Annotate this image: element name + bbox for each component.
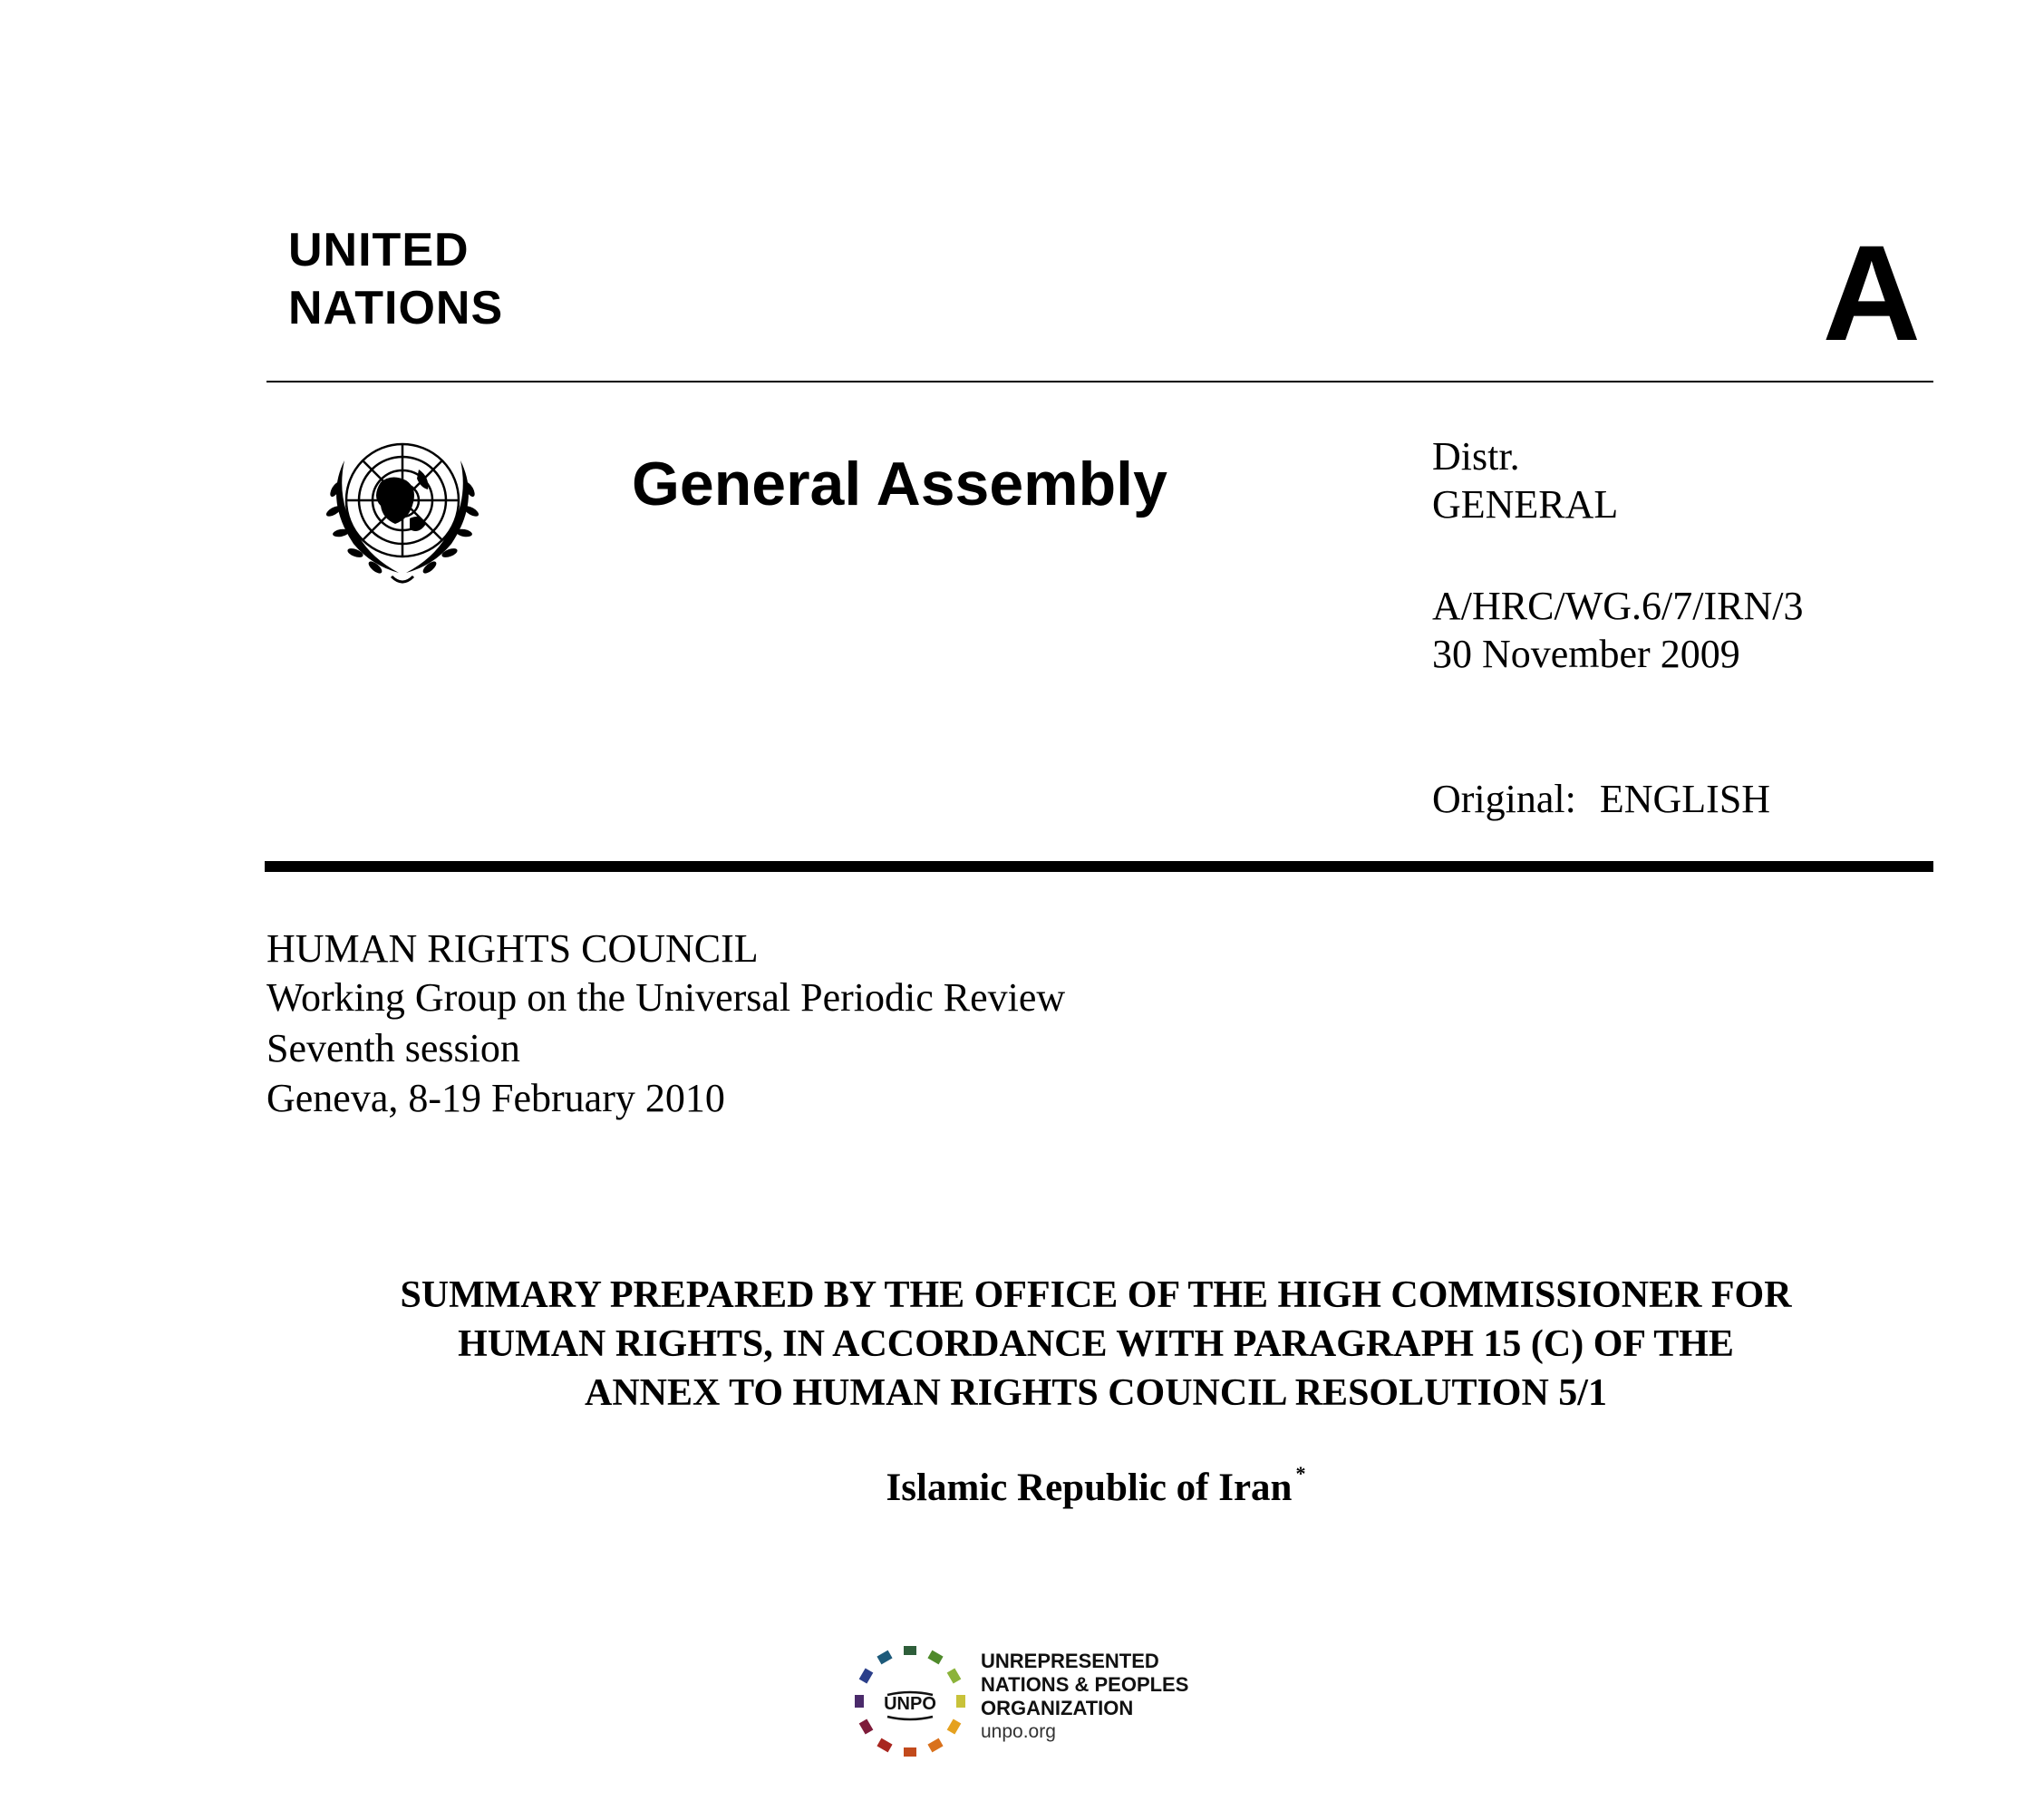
summary-title-line2: HUMAN RIGHTS, IN ACCORDANCE WITH PARAGRAPH 15 (C) OF THE bbox=[458, 1323, 1734, 1365]
country-heading bbox=[181, 1464, 2010, 1507]
org-name-line2: NATIONS bbox=[288, 282, 504, 334]
unpo-ring-segment bbox=[956, 1695, 965, 1708]
unpo-name-line1: UNREPRESENTED bbox=[981, 1650, 1159, 1672]
un-emblem-icon bbox=[308, 424, 497, 595]
header-rule-thick bbox=[265, 861, 1933, 872]
unpo-url-link[interactable]: unpo.org bbox=[981, 1721, 1056, 1742]
header-rule-thin bbox=[266, 381, 1933, 382]
unpo-ring-segment bbox=[947, 1718, 962, 1734]
organ-title: General Assembly bbox=[632, 450, 1167, 518]
document-symbol: A/HRC/WG.6/7/IRN/3 bbox=[1432, 584, 1804, 628]
unpo-ring-segment bbox=[877, 1738, 892, 1753]
doc-series-letter: A bbox=[1822, 217, 1921, 369]
session-location: Geneva, 8-19 February 2010 bbox=[266, 1076, 725, 1120]
org-name-line1: UNITED bbox=[288, 224, 470, 276]
council-name: HUMAN RIGHTS COUNCIL bbox=[266, 926, 759, 971]
unpo-name-line2: NATIONS & PEOPLES bbox=[981, 1673, 1189, 1696]
unpo-ring-segment bbox=[927, 1738, 943, 1753]
original-language bbox=[1432, 779, 1770, 819]
summary-title bbox=[181, 1271, 2010, 1418]
working-group: Working Group on the Universal Periodic Review bbox=[266, 975, 1066, 1020]
unpo-ring-segment bbox=[855, 1695, 864, 1708]
country-name: Islamic Republic of Iran bbox=[886, 1467, 1293, 1509]
unpo-ring-segment bbox=[947, 1668, 962, 1683]
unpo-badge-text: UNPO bbox=[884, 1694, 936, 1714]
unpo-ring-segment bbox=[904, 1646, 916, 1655]
document-date: 30 November 2009 bbox=[1432, 632, 1740, 676]
unpo-ring-segment bbox=[859, 1718, 874, 1734]
original-label: Original: bbox=[1432, 777, 1576, 821]
distr-label: Distr. bbox=[1432, 434, 1520, 479]
original-language-value: ENGLISH bbox=[1599, 777, 1771, 821]
distribution-value: GENERAL bbox=[1432, 482, 1619, 527]
unpo-ring-segment bbox=[904, 1747, 916, 1757]
summary-title-line3: ANNEX TO HUMAN RIGHTS COUNCIL RESOLUTION 5/1 bbox=[585, 1372, 1607, 1414]
footnote-mark: * bbox=[1295, 1462, 1306, 1485]
unpo-logo-icon bbox=[848, 1639, 973, 1764]
unpo-ring-segment bbox=[877, 1651, 892, 1665]
unpo-ring-segment bbox=[927, 1651, 943, 1665]
session: Seventh session bbox=[266, 1026, 520, 1070]
unpo-name-line3: ORGANIZATION bbox=[981, 1697, 1134, 1719]
summary-title-line1: SUMMARY PREPARED BY THE OFFICE OF THE HIGH COMMISSIONER FOR bbox=[400, 1274, 1792, 1316]
unpo-ring-segment bbox=[859, 1668, 874, 1683]
